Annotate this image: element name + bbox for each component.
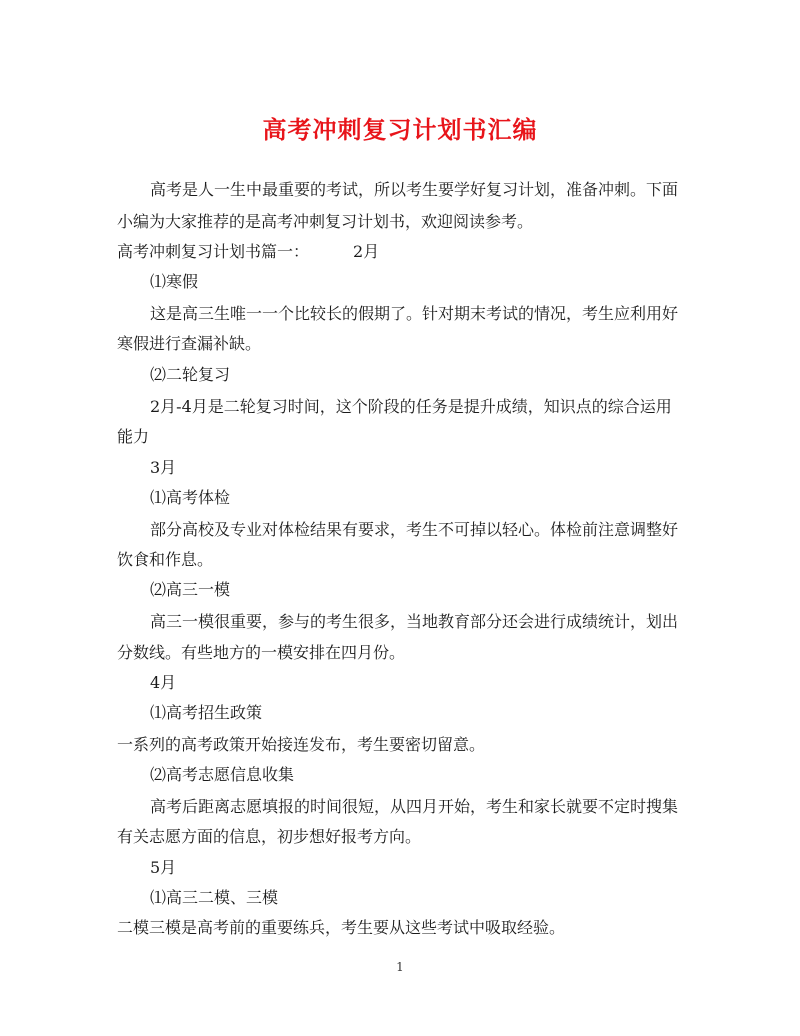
subheading: ⑴高三二模、三模: [150, 888, 279, 907]
subheading: ⑵二轮复习: [150, 365, 231, 384]
paragraph-line: 有关志愿方面的信息，初步想好报考方向。: [117, 827, 422, 846]
paragraph-line: 寒假进行查漏补缺。: [117, 334, 262, 353]
paragraph-line: 二模三模是高考前的重要练兵，考生要从这些考试中吸取经验。: [117, 918, 566, 937]
paragraph-line: 饮食和作息。: [117, 550, 214, 569]
subheading: ⑴寒假: [150, 272, 199, 291]
month-heading: 4月: [150, 673, 177, 692]
paragraph-line: 能力: [117, 427, 150, 446]
section-heading-label: 高考冲刺复习计划书篇一：: [117, 242, 310, 261]
paragraph-line: 分数线。有些地方的一模安排在四月份。: [117, 643, 406, 662]
subheading: ⑴高考招生政策: [150, 703, 263, 722]
subheading: ⑵高三一模: [150, 580, 231, 599]
paragraph-line: 这是高三生唯一一个比较长的假期了。针对期末考试的情况，考生应利用好: [150, 304, 679, 323]
month-label: 2月: [353, 242, 380, 261]
page-number: 1: [396, 960, 404, 974]
section-heading: [117, 242, 379, 262]
paragraph-line: 一系列的高考政策开始接连发布，考生要密切留意。: [117, 735, 486, 754]
paragraph-line: 高三一模很重要，参与的考生很多，当地教育部分还会进行成绩统计，划出: [150, 612, 679, 631]
subheading: ⑵高考志愿信息收集: [150, 765, 295, 784]
month-heading: 3月: [150, 458, 177, 477]
subheading: ⑴高考体检: [150, 488, 231, 507]
document-title: 高考冲刺复习计划书汇编: [262, 115, 538, 144]
paragraph-line: 部分高校及专业对体检结果有要求，考生不可掉以轻心。体检前注意调整好: [150, 520, 679, 539]
paragraph-line: 小编为大家推荐的是高考冲刺复习计划书，欢迎阅读参考。: [117, 212, 534, 231]
paragraph-line: 2月-4月是二轮复习时间，这个阶段的任务是提升成绩，知识点的综合运用: [150, 397, 672, 416]
month-heading: 5月: [150, 858, 177, 877]
paragraph-line: 高考是人一生中最重要的考试，所以考生要学好复习计划，准备冲刺。下面: [150, 180, 679, 199]
paragraph-line: 高考后距离志愿填报的时间很短，从四月开始，考生和家长就要不定时搜集: [150, 797, 679, 816]
